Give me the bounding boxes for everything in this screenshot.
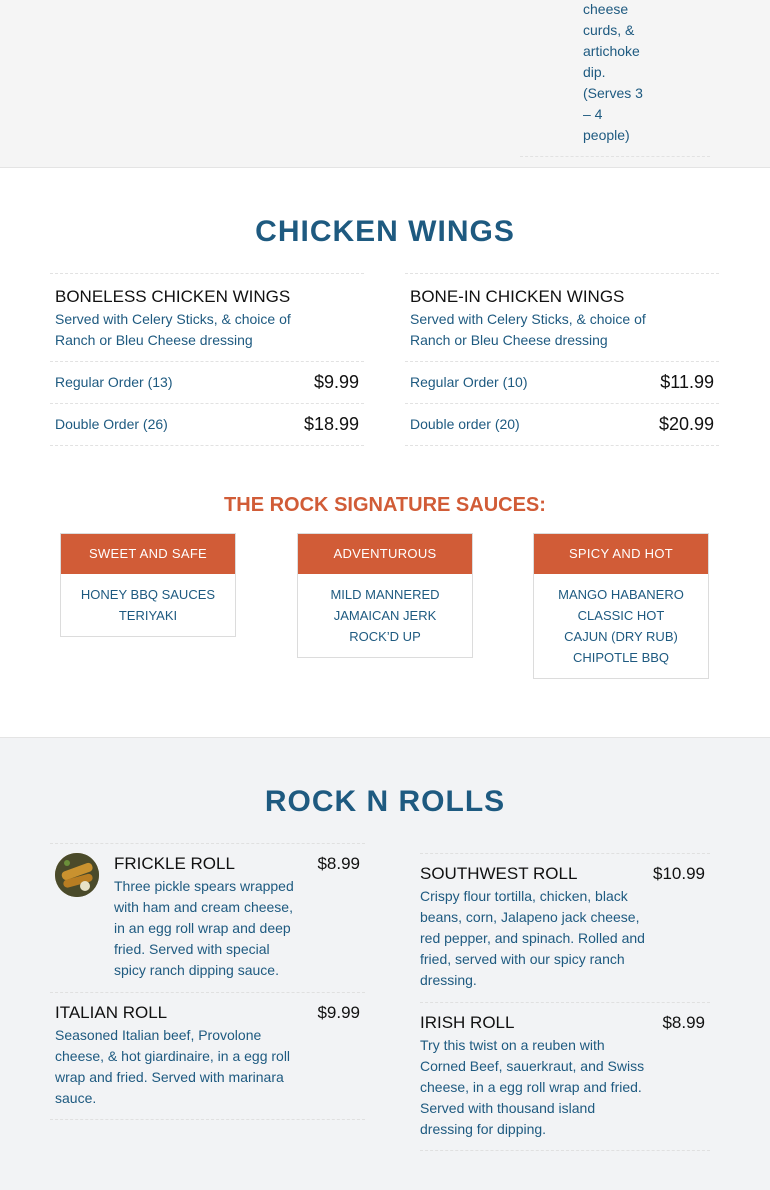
sauce-item: CHIPOTLE BBQ [572,650,670,665]
sauce-item: CAJUN (DRY RUB) [564,629,678,644]
item-description: Served with Celery Sticks, & choice of Ranch or Bleu Cheese dressing [55,311,291,348]
item-description: Crispy flour tortilla, chicken, black beans, corn, Jalapeno jack cheese, red pepper, and spinach. Rolled and fried, served with our spicy ranch dressing. [420,888,645,988]
section-title-chicken-wings [0,215,770,249]
desc-line: artichoke [583,43,640,59]
title-strong: ROCK [264,785,358,818]
title-strong: THE ROCK [224,494,329,516]
menu-card-boneless-wings [50,273,364,446]
option-price: $9.99 [313,372,359,392]
option-label: Regular Order (13) [55,374,173,390]
sauce-item: ROCK’D UP [349,629,421,644]
price-row [50,361,364,403]
desc-line: curds, & [583,22,635,38]
sauce-item: CLASSIC HOT [577,608,665,623]
item-price: $10.99 [653,864,705,883]
divider [420,1002,710,1003]
item-name: BONELESS CHICKEN WINGS [55,287,291,306]
item-name: IRISH ROLL [420,1013,515,1032]
item-name: SOUTHWEST ROLL [420,864,578,883]
item-price: $8.99 [662,1013,705,1032]
sauce-group-heading: SPICY AND HOT [534,534,708,574]
title-rest: N ROLLS [366,785,506,818]
desc-line: cheese [583,1,629,17]
divider [50,1119,365,1120]
option-price: $18.99 [303,414,359,434]
sauces-title [0,494,770,517]
sauce-group-adventurous [297,533,473,658]
frickle-roll-photo-icon [55,853,99,897]
item-name: FRICKLE ROLL [114,854,235,873]
item-name: BONE-IN CHICKEN WINGS [410,287,625,306]
sauce-item: MANGO HABANERO [558,587,684,602]
option-price: $11.99 [660,372,714,392]
section-title-rock-n-rolls [0,785,770,819]
sauce-item: JAMAICAN JERK [333,608,437,623]
title-rest: SIGNATURE SAUCES: [334,494,546,516]
item-description: Try this twist on a reuben with Corned Beef, sauerkraut, and Swiss cheese, in a egg roll wrap and fried. Served with thousand island dressing for dipping. [420,1037,645,1137]
sauce-item: TERIYAKI [118,608,178,623]
option-label: Regular Order (10) [410,374,528,390]
previous-section-band [0,0,770,168]
price-row [405,361,719,403]
menu-item-description [583,0,653,146]
desc-line: people) [583,127,630,143]
sauce-item: MILD MANNERED [330,587,440,602]
menu-card-bone-in-wings [405,273,719,446]
menu-item-irish-roll [420,1013,705,1140]
menu-item-frickle-roll [114,854,360,981]
item-price: $8.99 [317,854,360,873]
divider [520,156,710,157]
desc-line: dip. [583,64,606,80]
divider [50,843,365,844]
sauce-group-heading: ADVENTUROUS [298,534,472,574]
divider [420,1150,710,1151]
sauce-item: HONEY BBQ SAUCES [80,587,216,602]
sauce-group-sweet-and-safe [60,533,236,637]
option-price: $20.99 [658,414,714,434]
option-label: Double Order (26) [55,416,168,432]
price-row [50,403,364,445]
sauce-group-heading: SWEET AND SAFE [61,534,235,574]
price-row [405,403,719,445]
title-strong: CHICKEN [255,215,399,248]
menu-item-italian-roll [55,1003,360,1109]
item-name: ITALIAN ROLL [55,1003,168,1022]
desc-line: (Serves 3 [583,85,643,101]
divider [50,992,365,993]
menu-item-southwest-roll [420,864,705,991]
sauce-group-spicy-and-hot [533,533,709,679]
item-description: Served with Celery Sticks, & choice of Ranch or Bleu Cheese dressing [410,311,646,348]
desc-line: – 4 [583,106,603,122]
item-description: Three pickle spears wrapped with ham and cream cheese, in an egg roll wrap and deep fried. Served with special spicy ranch dipping sauce. [114,878,294,978]
title-rest: WINGS [408,215,515,248]
item-description: Seasoned Italian beef, Provolone cheese, & hot giardinaire, in a egg roll wrap and fried. Served with marinara sauce. [55,1027,291,1106]
option-label: Double order (20) [410,416,520,432]
item-price: $9.99 [317,1003,360,1022]
divider [420,853,710,854]
